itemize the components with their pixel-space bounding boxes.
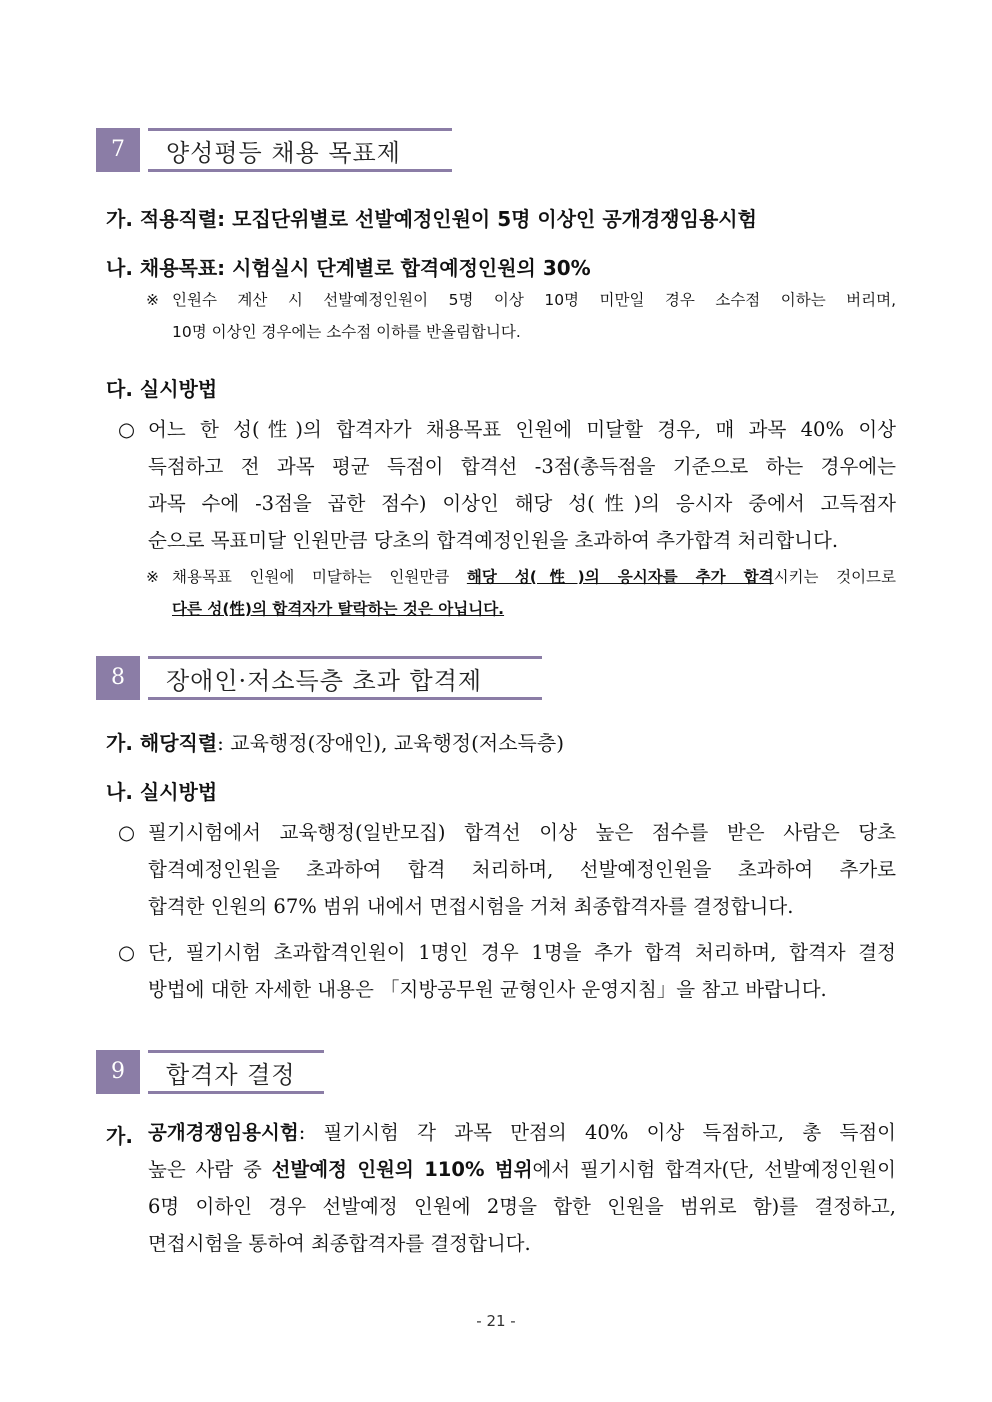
- bullet-mark: ○: [118, 821, 136, 844]
- section-7-item-na: [106, 252, 591, 281]
- item-text: 채용목표: 시험실시 단계별로 합격예정인원의 30%: [139, 256, 591, 280]
- para-line: 합격예정인원을 초과하여 합격 처리하며, 선발예정인원을 초과하여 추가로: [148, 858, 896, 881]
- section-8-title: 장애인·저소득층 초과 합격제: [148, 656, 542, 700]
- note-mark: ※: [146, 291, 159, 309]
- item-text: 적용직렬: 모집단위별로 선발예정인원이 5명 이상인 공개경쟁임용시험: [139, 207, 757, 231]
- item-text: : 필기시험 각 과목 만점의 40% 이상 득점하고, 총 득점이: [298, 1121, 896, 1144]
- item-label: 다.: [106, 377, 133, 401]
- para-line: 단, 필기시험 초과합격인원이 1명인 경우 1명을 추가 합격 처리하며, 합격자 결정: [148, 941, 896, 964]
- section-9-title: 합격자 결정: [148, 1050, 324, 1094]
- para-line: 합격한 인원의 67% 범위 내에서 면접시험을 거쳐 최종합격자를 결정합니다.: [148, 895, 794, 918]
- bullet-mark: ○: [118, 941, 136, 964]
- section-8-item-ga: [106, 727, 564, 756]
- item-bold: 해당직렬: [139, 731, 218, 755]
- note-line: 인원수 계산 시 선발예정인원이 5명 이상 10명 미만일 경우 소수점 이하는 버리며,: [172, 291, 896, 309]
- section-7-item-ga: [106, 203, 757, 232]
- section-7-note-2: [172, 561, 896, 625]
- item-text: 실시방법: [139, 377, 218, 401]
- section-8-number: 8: [96, 656, 140, 700]
- item-text: 실시방법: [139, 780, 218, 804]
- item-text: 에서 필기시험 합격자(단, 선발예정인원이: [532, 1158, 896, 1181]
- para-line: 득점하고 전 과목 평균 득점이 합격선 -3점(총득점을 기준으로 하는 경우에는: [148, 455, 896, 478]
- section-9-item-ga: [148, 1114, 896, 1262]
- item-label: 가.: [106, 207, 133, 231]
- section-8-bullet-2: [148, 934, 896, 1008]
- note-line: 10명 이상인 경우에는 소수점 이하를 반올림합니다.: [172, 323, 521, 341]
- note-line: [172, 561, 896, 593]
- para-line: 방법에 대한 자세한 내용은 「지방공무원 균형인사 운영지침」을 참고 바랍니다.: [148, 978, 827, 1001]
- note-text: 채용목표 인원에 미달하는 인원만큼: [172, 568, 467, 586]
- section-8-item-na: [106, 776, 217, 805]
- item-bold: 공개경쟁임용시험: [148, 1121, 299, 1144]
- section-9-item-ga-label: 가.: [106, 1124, 133, 1148]
- bullet-mark: ○: [118, 418, 136, 441]
- para-line: [148, 1114, 896, 1151]
- para-line: [148, 1151, 896, 1188]
- note-text: 시키는 것이므로: [773, 568, 896, 586]
- item-text: 높은 사람 중: [148, 1158, 272, 1181]
- para-line: 6명 이하인 경우 선발예정 인원에 2명을 합한 인원을 범위로 함)를 결정하고,: [148, 1195, 896, 1218]
- note-emphasis: 다른 성(性)의 합격자가 탈락하는 것은 아닙니다.: [172, 600, 505, 618]
- section-8-bullet-1: [148, 814, 896, 925]
- para-line: 과목 수에 -3점을 곱한 점수) 이상인 해당 성(性)의 응시자 중에서 고득점자: [148, 492, 896, 515]
- item-text: : 교육행정(장애인), 교육행정(저소득층): [217, 731, 564, 755]
- section-7-item-da: [106, 373, 217, 402]
- para-line: 어느 한 성(性)의 합격자가 채용목표 인원에 미달할 경우, 매 과목 40% 이상: [148, 418, 896, 441]
- item-label: 나.: [106, 256, 133, 280]
- section-9-number: 9: [96, 1050, 140, 1094]
- section-7-number: 7: [96, 128, 140, 172]
- para-line: 면접시험을 통하여 최종합격자를 결정합니다.: [148, 1232, 531, 1255]
- page-number: - 21 -: [476, 1312, 516, 1330]
- section-7-bullet: [148, 411, 896, 559]
- note-mark: ※: [146, 568, 159, 586]
- para-line: 필기시험에서 교육행정(일반모집) 합격선 이상 높은 점수를 받은 사람은 당초: [148, 821, 896, 844]
- para-line: 순으로 목표미달 인원만큼 당초의 합격예정인원을 초과하여 추가합격 처리합니다.: [148, 529, 839, 552]
- section-7-note-1: [172, 284, 896, 348]
- item-label: 가.: [106, 731, 133, 755]
- note-emphasis: 해당 성(性)의 응시자를 추가 합격: [466, 568, 774, 586]
- item-label: 나.: [106, 780, 133, 804]
- section-7-title: 양성평등 채용 목표제: [148, 128, 452, 172]
- item-bold: 선발예정 인원의 110% 범위: [271, 1158, 533, 1181]
